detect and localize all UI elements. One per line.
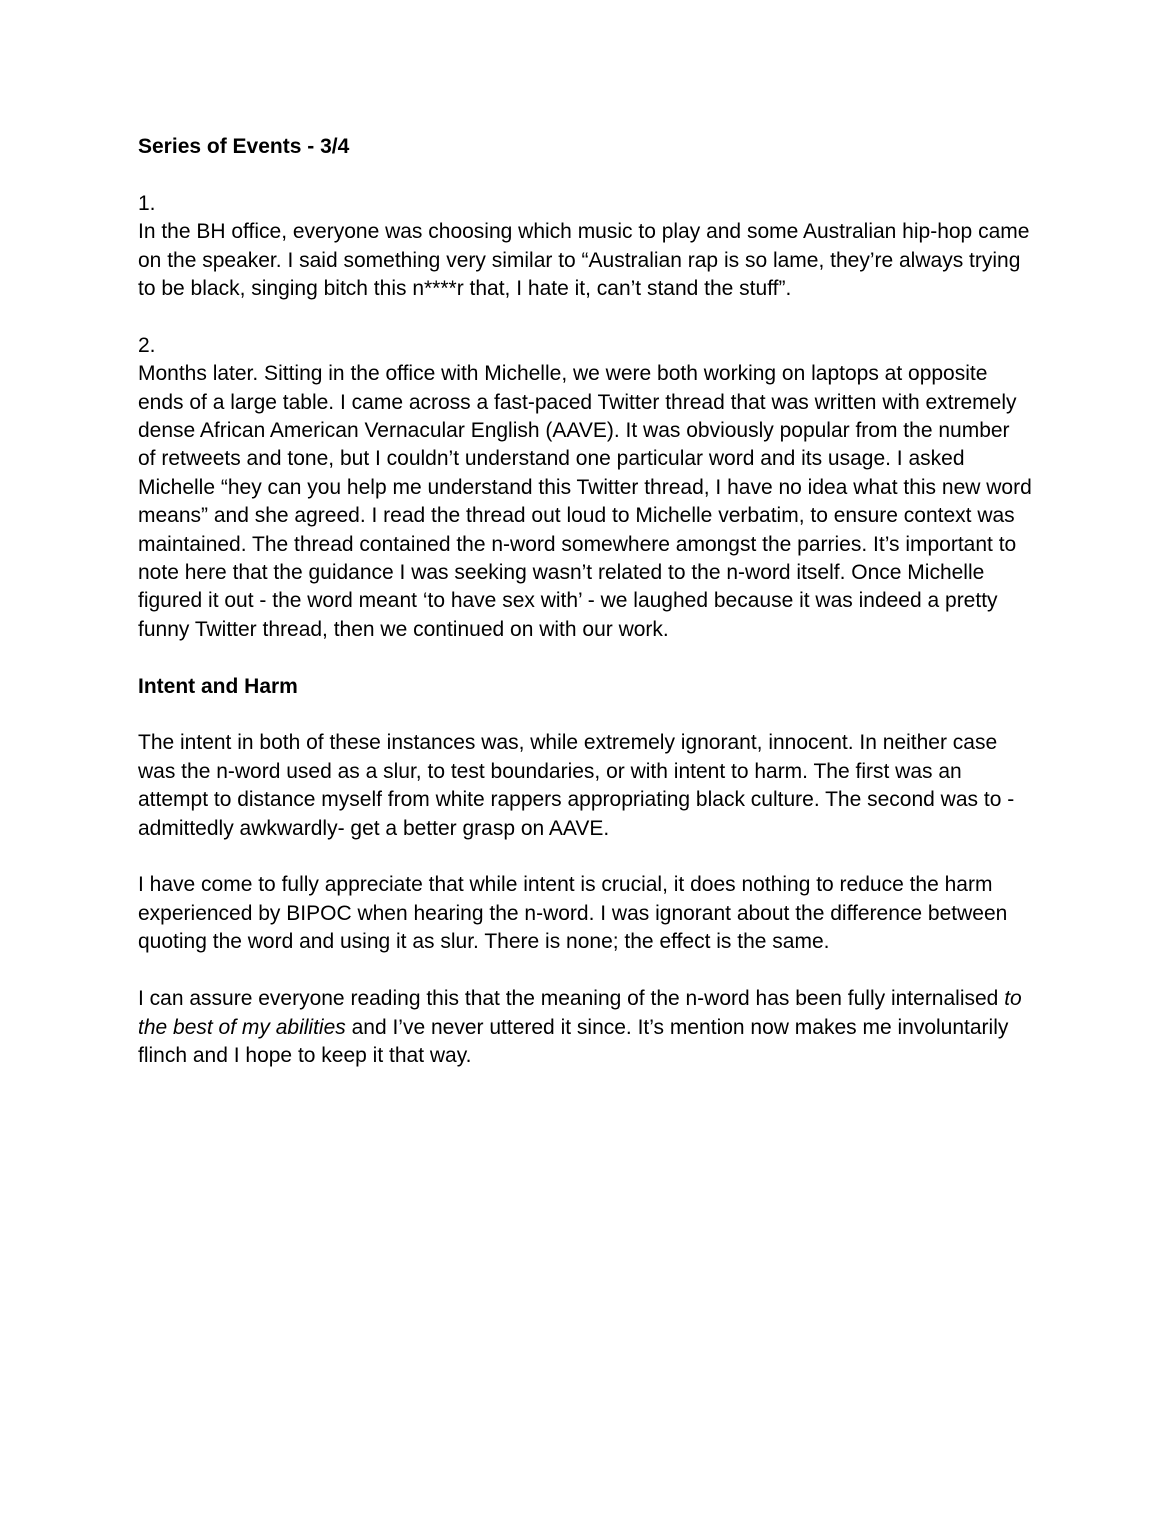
assurance-text-before-italic: I can assure everyone reading this that the meaning of the n-word has been fully internalised: [138, 987, 1005, 1011]
event-number: 2.: [138, 333, 156, 357]
event-block-1: [138, 190, 1032, 304]
assurance-paragraph: [138, 985, 1032, 1070]
assurance-italic-phrase: to the best of my abilities: [138, 987, 1022, 1039]
assurance-text-after-italic: and I’ve never uttered it since. It’s mention now makes me involuntarily flinch and I hope to keep it that way.: [138, 1015, 1009, 1067]
event-block-2: [138, 332, 1032, 644]
appreciation-paragraph: I have come to fully appreciate that while intent is crucial, it does nothing to reduce the harm experienced by BIPOC when hearing the n-word. I was ignorant about the difference between quoting the word and using it as slur. There is none; the effect is the same.: [138, 873, 1008, 954]
intent-and-harm-heading: Intent and Harm: [138, 674, 298, 698]
series-of-events-heading: Series of Events - 3/4: [138, 135, 350, 158]
intent-paragraph: The intent in both of these instances was, while extremely ignorant, innocent. In neither case was the n-word used as a slur, to test boundaries, or with intent to harm. The first was an attempt to distance myself from white rappers appropriating black culture. The second was to -admittedly awkwardly- get a better grasp on AAVE.: [138, 731, 1015, 840]
event-body: In the BH office, everyone was choosing which music to play and some Australian hip-hop came on the speaker. I said something very similar to “Australian rap is so lame, they’re always trying to be black, singing bitch this n****r that, I hate it, can’t stand the stuff”.: [138, 220, 1030, 301]
event-body: Months later. Sitting in the office with Michelle, we were both working on laptops at opposite ends of a large table. I came across a fast-paced Twitter thread that was written with extremely dense African American Vernacular English (AAVE). It was obviously popular from the number of retweets and tone, but I couldn’t understand one particular word and its usage. I asked Michelle “hey can you help me understand this Twitter thread, I have no idea what this new word means” and she agreed. I read the thread out loud to Michelle verbatim, to ensure context was maintained. The thread contained the n-word somewhere amongst the parries. It’s important to note here that the guidance I was seeking wasn’t related to the n-word itself. Once Michelle figured it out - the word meant ‘to have sex with’ - we laughed because it was indeed a pretty funny Twitter thread, then we continued on with our work.: [138, 362, 1032, 641]
event-number: 1.: [138, 191, 156, 215]
